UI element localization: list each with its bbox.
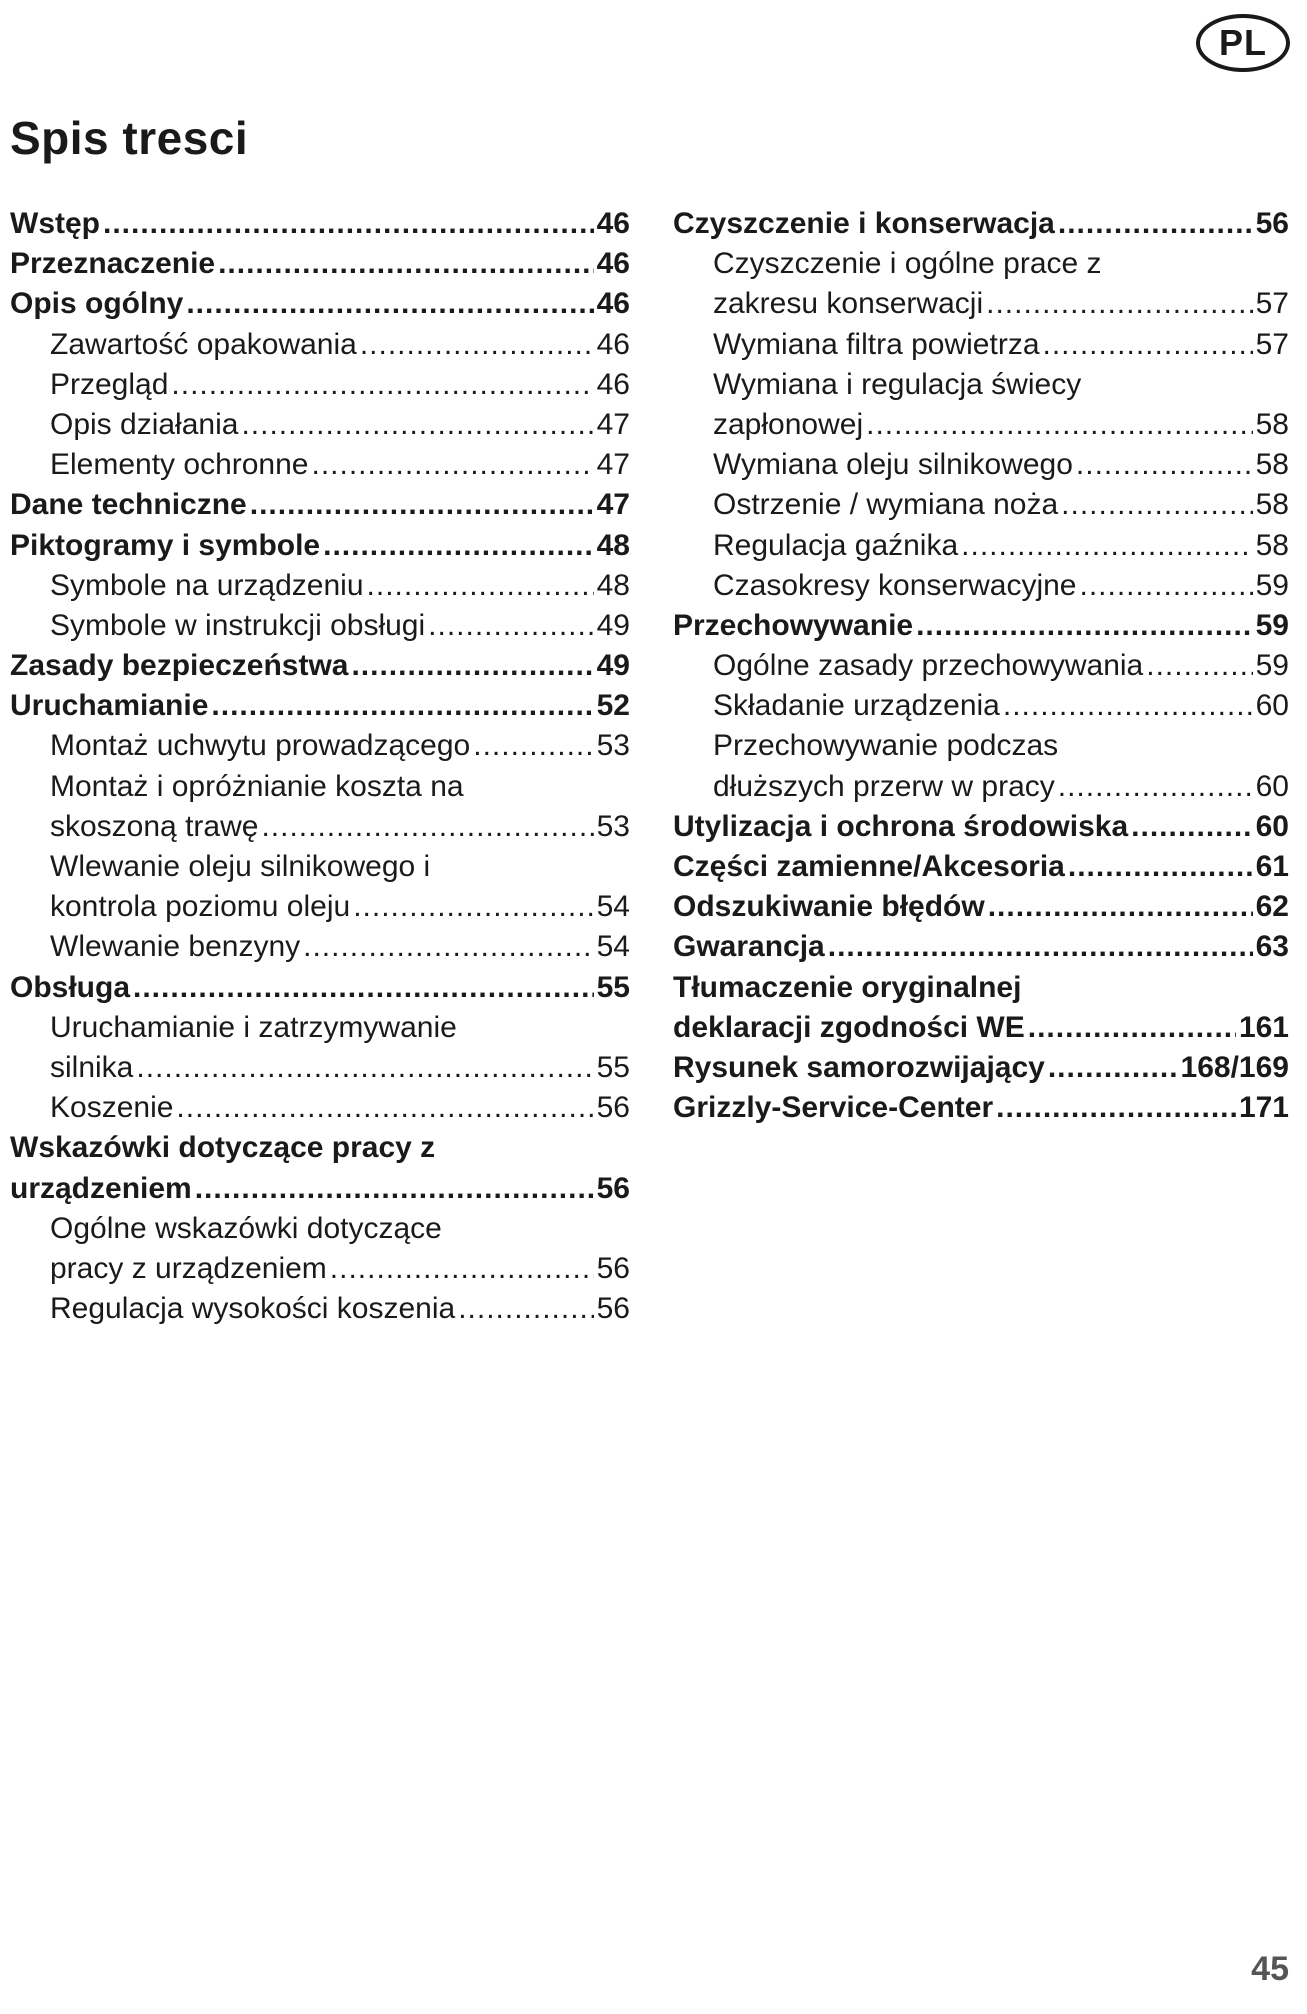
toc-entry-line [673, 927, 1289, 967]
dot-leader [330, 1249, 594, 1289]
dot-leader [171, 365, 593, 405]
dot-leader [353, 887, 593, 927]
toc-entry-line [673, 1008, 1289, 1048]
toc-entry-line [10, 325, 630, 365]
dot-leader [241, 405, 593, 445]
toc-entry-line [10, 405, 630, 445]
dot-leader [136, 1048, 593, 1088]
toc-entry-title: Wlewanie oleju silnikowego i [50, 850, 431, 883]
toc-entry-title: Montaż i opróżnianie koszta na [50, 769, 464, 803]
toc-entry [673, 204, 1289, 244]
toc-entry-title: Ogólne wskazówki dotyczące [50, 1211, 442, 1245]
toc-entry-title: Czyszczenie i ogólne prace z [713, 247, 1102, 281]
toc-entry [10, 204, 630, 244]
toc-entry [10, 726, 630, 766]
toc-page-number: 46 [596, 247, 630, 281]
dot-leader [916, 606, 1253, 646]
toc-entry-title: deklaracji zgodności WE [673, 1010, 1025, 1044]
toc-page-number: 59 [1255, 649, 1289, 683]
toc-entry [673, 927, 1289, 967]
toc-entry-line [673, 968, 1289, 1008]
toc-entry-line [673, 204, 1289, 244]
toc-entry [10, 405, 630, 445]
toc-entry-line [10, 485, 630, 525]
toc-entry-title: Ogólne zasady przechowywania [713, 649, 1144, 683]
toc-entry-title: Czasokresy konserwacyjne [713, 568, 1077, 602]
toc-entry [673, 968, 1289, 1048]
toc-entry [673, 606, 1289, 646]
toc-page-number: 61 [1255, 850, 1289, 883]
toc-entry-title: Części zamienne/Akcesoria [673, 850, 1065, 883]
toc-entry-line [10, 526, 630, 566]
toc-entry-title: kontrola poziomu oleju [50, 890, 351, 924]
toc-entry-line [673, 284, 1289, 324]
toc-entry-title: Uruchamianie [10, 689, 209, 723]
toc-entry-line [673, 566, 1289, 606]
toc-entry-title: Symbole na urządzeniu [50, 568, 364, 602]
toc-entry-title: Koszenie [50, 1091, 174, 1125]
toc-entry-line [10, 646, 630, 686]
dot-leader [1079, 566, 1252, 606]
toc-entry-line [10, 1088, 630, 1128]
toc-entry-line [10, 767, 630, 807]
dot-leader [473, 726, 593, 766]
toc-entry-line [673, 807, 1289, 847]
toc-page-number: 47 [596, 407, 630, 441]
dot-leader [351, 646, 593, 686]
toc-entry-line [10, 365, 630, 405]
toc-entry-title: Tłumaczenie oryginalnej [673, 970, 1022, 1004]
toc-entry-line [673, 244, 1289, 284]
toc-entry-title: Czyszczenie i konserwacja [673, 207, 1055, 240]
toc-entry-title: zakresu konserwacji [713, 287, 984, 321]
toc-page-number: 49 [596, 649, 630, 683]
language-badge: PL [1196, 14, 1290, 72]
toc-entry-title: Piktogramy i symbole [10, 528, 321, 562]
toc-entry-line [673, 726, 1289, 766]
toc-page-number: 59 [1255, 568, 1289, 602]
dot-leader [1043, 325, 1253, 365]
dot-leader [323, 526, 594, 566]
toc-page-number: 62 [1255, 890, 1289, 924]
dot-leader [261, 807, 593, 847]
toc-entry-line [10, 204, 630, 244]
toc-entry-title: Wskazówki dotyczące pracy z [10, 1131, 436, 1165]
toc-entry-title: urządzeniem [10, 1171, 192, 1205]
toc-entry-line [673, 767, 1289, 807]
dot-leader [1058, 204, 1253, 244]
toc-entry [10, 244, 630, 284]
toc-entry [10, 284, 630, 324]
toc-entry-title: skoszoną trawę [50, 809, 259, 843]
toc-page-number: 58 [1255, 448, 1289, 482]
toc-page-number: 52 [596, 689, 630, 723]
dot-leader [218, 244, 594, 284]
toc-entry-title: Obsługa [10, 970, 131, 1004]
toc-entry-title: Ostrzenie / wymiana noża [713, 488, 1059, 522]
toc-page-number: 60 [1255, 769, 1289, 803]
toc-entry-title: zapłonowej [713, 407, 864, 441]
toc-page-number: 57 [1255, 327, 1289, 361]
dot-leader [367, 566, 594, 606]
toc-entry-line [10, 807, 630, 847]
toc-entry-line [10, 1008, 630, 1048]
toc-entry-line [673, 1048, 1289, 1088]
toc-entry-title: Regulacja wysokości koszenia [50, 1292, 456, 1326]
toc-page-number: 59 [1255, 608, 1289, 642]
toc-entry [673, 887, 1289, 927]
toc-entry [673, 365, 1289, 445]
dot-leader [1003, 686, 1253, 726]
toc-entry-line [10, 887, 630, 927]
dot-leader [996, 1088, 1236, 1128]
toc-page-number: 161 [1238, 1010, 1289, 1044]
toc-entry-title: silnika [50, 1050, 134, 1084]
toc-entry [673, 847, 1289, 887]
dot-leader [828, 927, 1253, 967]
toc-page-number: 63 [1255, 930, 1289, 964]
toc-entry-title: Uruchamianie i zatrzymywanie [50, 1010, 457, 1044]
toc-entry-line [10, 566, 630, 606]
toc-page-number: 46 [596, 327, 630, 361]
toc-entry [673, 445, 1289, 485]
toc-page-number: 48 [596, 568, 630, 602]
toc-page-number: 56 [596, 1292, 630, 1326]
toc-page-number: 58 [1255, 488, 1289, 522]
toc-entry [10, 445, 630, 485]
dot-leader [250, 485, 594, 525]
toc-entry-line [10, 284, 630, 324]
toc-page-number: 56 [596, 1171, 630, 1205]
toc-entry-title: Wymiana i regulacja świecy [713, 367, 1082, 401]
toc-page-number: 60 [1255, 689, 1289, 723]
dot-leader [1068, 847, 1253, 887]
toc-page-number: 55 [596, 1050, 630, 1084]
toc-entry-title: Przechowywanie [673, 608, 914, 642]
toc-entry-line [673, 606, 1289, 646]
toc-page-number: 58 [1255, 528, 1289, 562]
toc-entry-title: Zasady bezpieczeństwa [10, 649, 349, 683]
toc-entry [10, 1289, 630, 1329]
toc-entry [10, 1088, 630, 1128]
dot-leader [961, 526, 1252, 566]
toc-page-number: 54 [596, 930, 630, 964]
toc-page-number: 47 [596, 448, 630, 482]
toc-entry-title: Symbole w instrukcji obsługi [50, 608, 426, 642]
toc-right-column [673, 204, 1289, 1128]
toc-entry [673, 1048, 1289, 1088]
toc-entry [10, 325, 630, 365]
toc-entry-title: Przegląd [50, 367, 169, 401]
dot-leader [312, 445, 594, 485]
toc-page-number: 53 [596, 729, 630, 763]
toc-entry [10, 485, 630, 525]
toc-entry-title: Opis działania [50, 407, 239, 441]
toc-entry [10, 1128, 630, 1208]
dot-leader [1061, 485, 1252, 525]
dot-leader [211, 686, 593, 726]
toc-entry-line [673, 405, 1289, 445]
toc-entry-title: dłuższych przerw w pracy [713, 769, 1055, 803]
toc-entry-title: Składanie urządzenia [713, 689, 1000, 723]
toc-entry-title: Regulacja gaźnika [713, 528, 959, 562]
toc-entry-line [673, 485, 1289, 525]
toc-entry [673, 566, 1289, 606]
toc-entry-title: Montaż uchwytu prowadzącego [50, 729, 471, 763]
dot-leader [986, 284, 1253, 324]
toc-page-number: 168/169 [1180, 1050, 1289, 1084]
toc-entry [10, 1008, 630, 1088]
toc-entry [673, 325, 1289, 365]
toc-entry-line [10, 1128, 630, 1168]
toc-entry-title: Dane techniczne [10, 488, 247, 522]
toc-entry [10, 365, 630, 405]
toc-entry-line [673, 445, 1289, 485]
toc-entry-title: Przechowywanie podczas [713, 729, 1059, 763]
toc-entry [673, 726, 1289, 806]
toc-entry-line [673, 646, 1289, 686]
toc-entry-title: Wymiana oleju silnikowego [713, 448, 1073, 482]
toc-entry-line [10, 1249, 630, 1289]
toc-page-number: 56 [596, 1251, 630, 1285]
toc-entry-title: Wlewanie benzyny [50, 930, 301, 964]
toc-page-number: 56 [1255, 207, 1289, 240]
dot-leader [195, 1169, 594, 1209]
toc-entry-title: Gwarancja [673, 930, 825, 964]
toc-entry-line [10, 1169, 630, 1209]
toc-entry-title: Utylizacja i ochrona środowiska [673, 809, 1129, 843]
toc-entry-line [10, 927, 630, 967]
toc-entry [10, 1209, 630, 1289]
toc-entry-title: Opis ogólny [10, 287, 184, 321]
toc-entry-title: Grizzly-Service-Center [673, 1091, 994, 1125]
toc-entry-line [10, 606, 630, 646]
toc-entry [673, 244, 1289, 324]
toc-entry-line [673, 365, 1289, 405]
toc-entry-line [10, 1209, 630, 1249]
toc-entry-title: Wymiana filtra powietrza [713, 327, 1040, 361]
toc-entry [673, 646, 1289, 686]
toc-entry-line [10, 847, 630, 887]
toc-entry [10, 767, 630, 847]
toc-entry [10, 927, 630, 967]
dot-leader [428, 606, 593, 646]
toc-entry-line [10, 1048, 630, 1088]
dot-leader [458, 1289, 593, 1329]
dot-leader [1131, 807, 1252, 847]
toc-entry-title: Rysunek samorozwijający [673, 1050, 1045, 1084]
dot-leader [186, 284, 593, 324]
dot-leader [1048, 1048, 1178, 1088]
toc-entry [10, 847, 630, 927]
toc-page-number: 171 [1238, 1091, 1289, 1125]
toc-entry-title: Zawartość opakowania [50, 327, 357, 361]
toc-page-number: 53 [596, 809, 630, 843]
dot-leader [303, 927, 594, 967]
toc-page-number: 58 [1255, 407, 1289, 441]
toc-entry [10, 566, 630, 606]
dot-leader [1076, 445, 1253, 485]
toc-page-number: 55 [596, 970, 630, 1004]
dot-leader [866, 405, 1253, 445]
dot-leader [1146, 646, 1252, 686]
toc-page-number: 46 [596, 367, 630, 401]
toc-page-number: 46 [596, 287, 630, 321]
toc-entry-line [673, 686, 1289, 726]
toc-page-number: 49 [596, 608, 630, 642]
toc-entry-line [673, 526, 1289, 566]
toc-entry-line [673, 325, 1289, 365]
toc-entry-title: Odszukiwanie błędów [673, 890, 985, 924]
toc-entry [10, 686, 630, 726]
toc-page-number: 47 [596, 488, 630, 522]
toc-entry-line [10, 1289, 630, 1329]
toc-entry-line [673, 887, 1289, 927]
toc-entry [673, 485, 1289, 525]
toc-entry [10, 526, 630, 566]
toc-entry [673, 526, 1289, 566]
toc-entry [10, 646, 630, 686]
dot-leader [176, 1088, 593, 1128]
toc-page-number: 46 [596, 207, 630, 240]
dot-leader [103, 204, 594, 244]
toc-entry [673, 1088, 1289, 1128]
page-number: 45 [1251, 1950, 1289, 1988]
toc-entry-title: pracy z urządzeniem [50, 1251, 327, 1285]
toc-entry-line [673, 847, 1289, 887]
toc-entry-line [10, 726, 630, 766]
toc-entry-title: Przeznaczenie [10, 247, 216, 281]
dot-leader [988, 887, 1253, 927]
toc-entry-line [673, 1088, 1289, 1128]
toc-entry-line [10, 445, 630, 485]
toc-page-number: 57 [1255, 287, 1289, 321]
toc-entry-title: Elementy ochronne [50, 448, 309, 482]
toc-entry [673, 686, 1289, 726]
dot-leader [360, 325, 594, 365]
toc-entry [10, 968, 630, 1008]
toc-page-number: 56 [596, 1091, 630, 1125]
toc-entry [673, 807, 1289, 847]
dot-leader [1058, 767, 1253, 807]
toc-entry-line [10, 686, 630, 726]
toc-page-number: 60 [1255, 809, 1289, 843]
toc-entry [10, 606, 630, 646]
toc-entry-line [10, 968, 630, 1008]
dot-leader [1028, 1008, 1236, 1048]
toc-page-number: 54 [596, 890, 630, 924]
toc-page-number: 48 [596, 528, 630, 562]
toc-entry-line [10, 244, 630, 284]
toc-left-column [10, 204, 630, 1329]
page-title: Spis tresci [10, 112, 249, 164]
toc-entry-title: Wstęp [10, 207, 100, 240]
dot-leader [133, 968, 594, 1008]
